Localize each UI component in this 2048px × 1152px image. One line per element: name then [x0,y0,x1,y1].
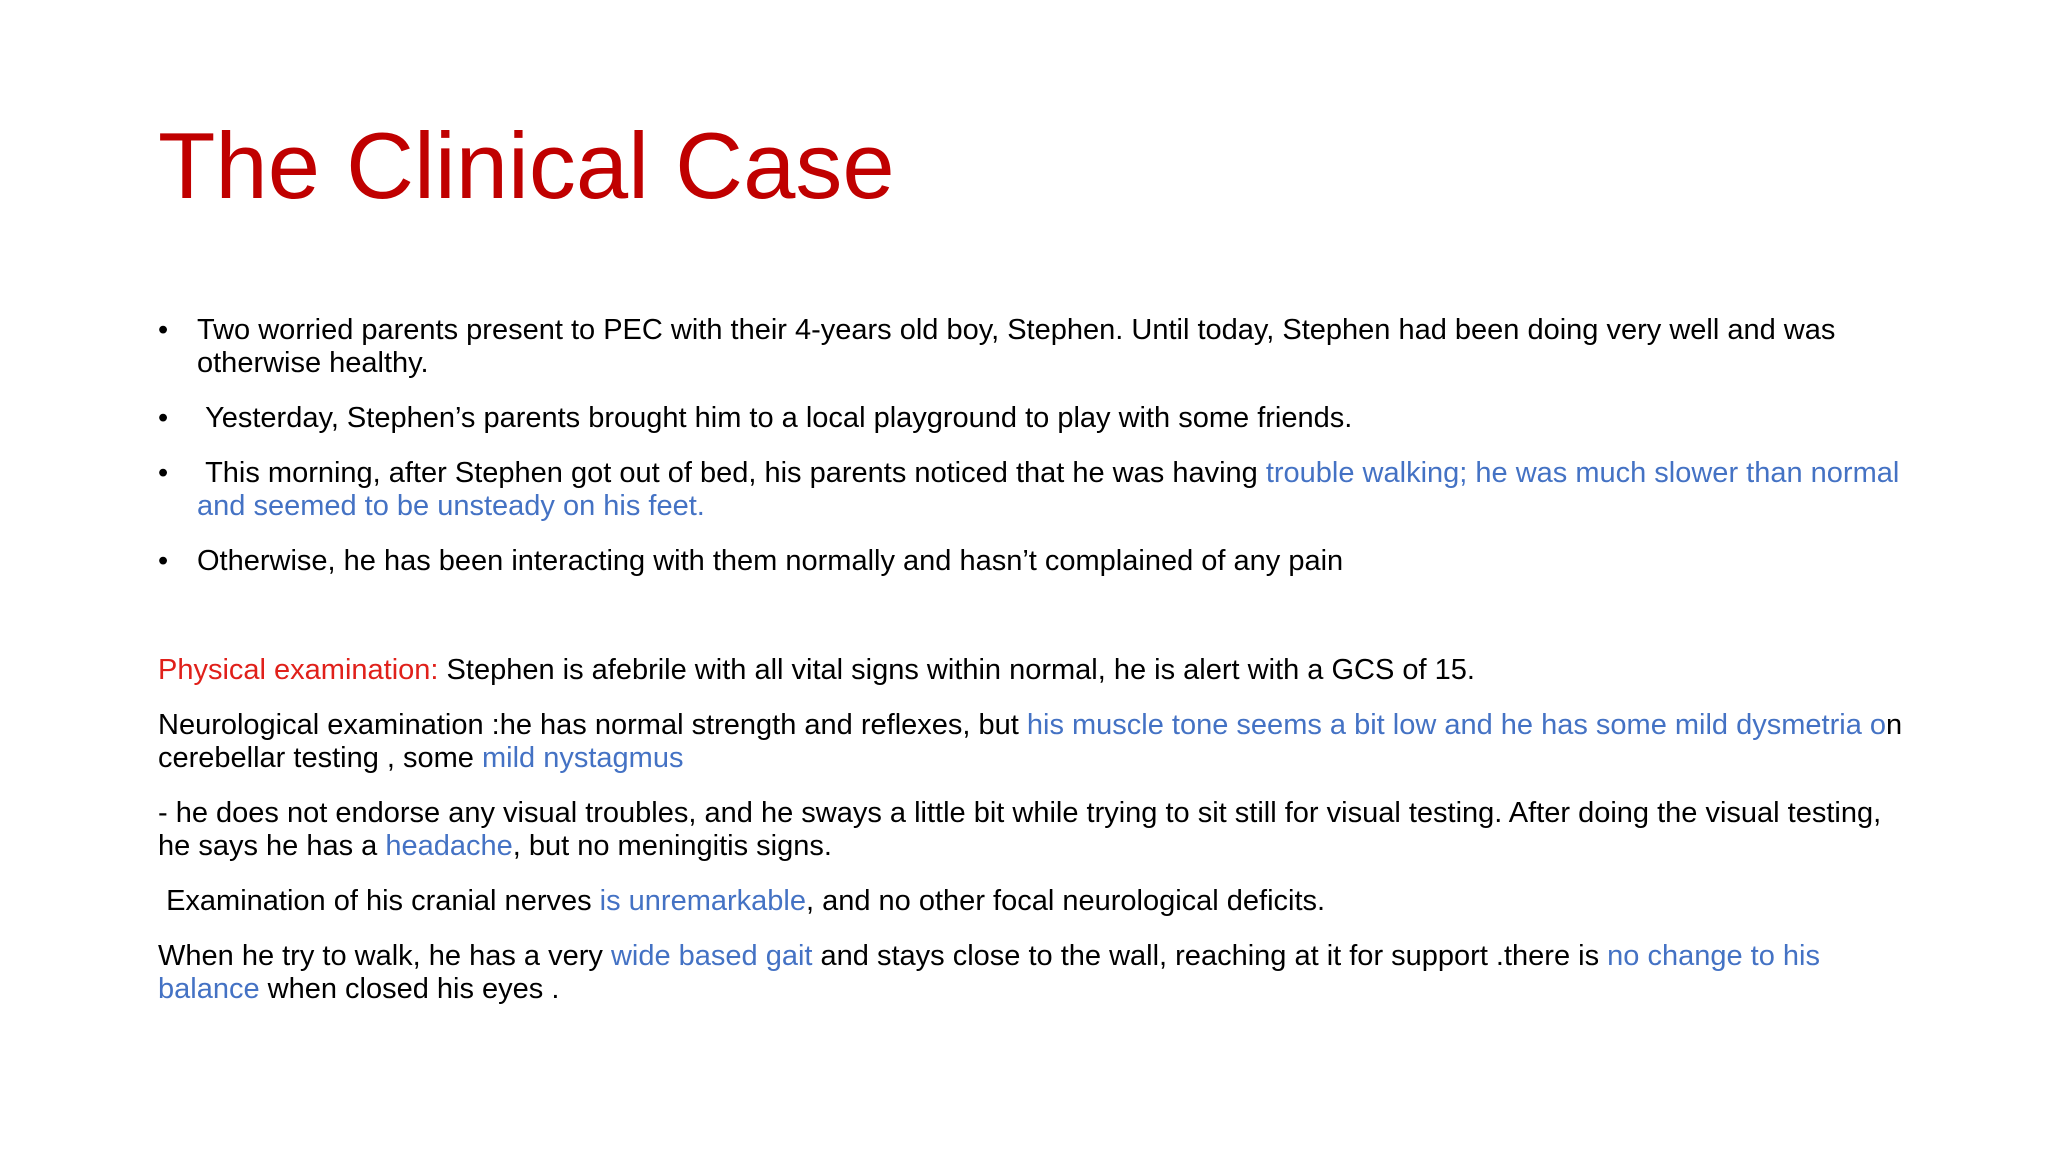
bullet-dot: • [158,545,169,577]
highlighted-text: trouble walking; he was much slower than normal and seemed to be unsteady on his feet. [197,457,1900,522]
bullet-dot: • [158,457,169,489]
physical-exam-paragraph [158,654,1918,687]
bullet-item [158,314,1918,380]
bullet-list [158,314,1918,600]
neuro-exam-paragraph [158,709,1918,775]
paragraph-text: when closed his eyes . [259,973,560,1005]
highlighted-text: his muscle tone seems a bit low and he has some mild dysmetria o [1026,709,1887,741]
section-label: Physical examination: [158,654,439,686]
paragraph-text: - he does not endorse any visual troubles, and he sways a little bit while trying to sit still for visual testing. After doing the visual testing, he says he has a [158,797,1890,862]
bullet-dot: • [158,402,169,434]
bullet-text: Two worried parents present to PEC with their 4-years old boy, Stephen. Until today, Stephen had been doing very well and was otherwise healthy. [197,314,1836,379]
slide-title: The Clinical Case [158,113,895,218]
paragraph-text: and stays close to the wall, reaching at it for support .there is [812,940,1608,972]
paragraph-text: , but no meningitis signs. [512,830,832,862]
highlighted-text: wide based gait [610,940,813,972]
paragraph-text: Stephen is afebrile with all vital signs within normal, he is alert with a GCS of 15. [438,654,1475,686]
highlighted-text: is unremarkable [599,885,806,917]
highlighted-text: mild nystagmus [481,742,684,774]
cranial-nerves-paragraph [158,885,1918,918]
bullet-text: Yesterday, Stephen’s parents brought him to a local playground to play with some friends. [197,402,1353,434]
paragraph-text: Neurological examination :he has normal strength and reflexes, but [158,709,1027,741]
bullet-item [158,545,1918,578]
bullet-item [158,457,1918,523]
paragraph-text: , and no other focal neurological deficits. [806,885,1326,917]
highlighted-text: headache [385,830,513,862]
bullet-item [158,402,1918,435]
highlighted-text: no change to his balance [158,940,1829,1005]
bullet-text: This morning, after Stephen got out of bed, his parents noticed that he was having [197,457,1266,489]
bullet-text: Otherwise, he has been interacting with them normally and hasn’t complained of any pain [197,545,1344,577]
paragraph-text: n cerebellar testing , some [158,709,1911,774]
bullet-dot: • [158,314,169,346]
paragraph-text: When he try to walk, he has a very [158,940,611,972]
visual-testing-paragraph [158,797,1918,863]
gait-paragraph [158,940,1918,1006]
examination-section [158,654,1918,1028]
paragraph-text: Examination of his cranial nerves [158,885,600,917]
